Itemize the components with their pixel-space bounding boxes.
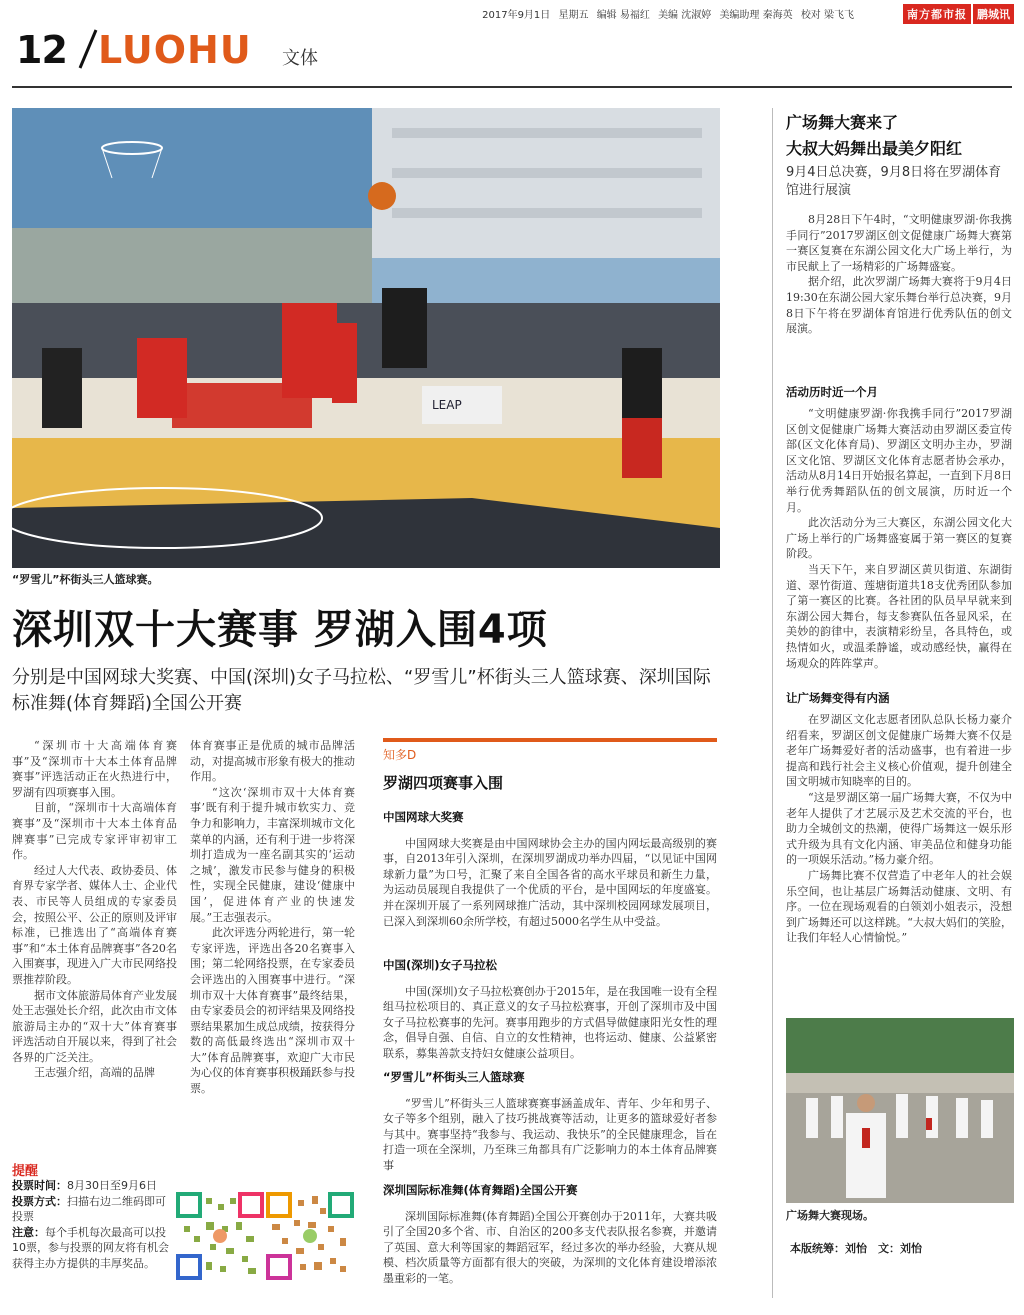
art-assistant: 美编助理 秦海英 (719, 10, 793, 21)
zhiduo-bar (383, 738, 717, 742)
zhiduo-item-heading: 中国网球大奖赛 (383, 810, 464, 824)
paragraph: 8月28日下午4时，“文明健康罗湖·你我携手同行”2017罗湖区创文促健康广场舞大赛第一赛区复赛在东湖公园文化大广场上举行，为市民献上了一场精彩的广场舞盛宴。 (786, 213, 1012, 273)
paragraph: 在罗湖区文化志愿者团队总队长杨力豪介绍看来，罗湖区创文促健康广场舞大赛不仅是老年广场舞爱好者的活动盛事，也有着进一步提高和践行社会主义核心价值观，提升创建全国文明城市知晓率的目的。 (786, 713, 1012, 789)
art-editor: 美编 沈淑婷 (658, 10, 712, 21)
slash-divider (74, 24, 100, 72)
paragraph: “这次‘深圳市双十大体育赛事’既有利于提升城市软实力、竞争力和影响力，丰富深圳城市文化菜单的内涵，还有利于进一步将深圳打造成为一座名副其实的‘运动之城’，激发市民参与健身的积极性，实现全民健康，建设‘健康中国’，促进体育产业的快速发展。”王志强表示。 (190, 785, 355, 924)
weekday: 星期五 (558, 10, 589, 21)
zhiduo-item-marathon (383, 958, 717, 1062)
page-meta (477, 6, 854, 21)
paragraph: 据介绍，此次罗湖广场舞大赛将于9月4日19:30在东湖公园大家乐舞台举行总决赛，9月8日下午将在罗湖体育馆进行优秀队伍的创文展演。 (786, 275, 1012, 336)
right-subhead-2: 让广场舞变得有内涵 (786, 691, 890, 705)
vote-time-label: 投票时间： (12, 1179, 67, 1192)
zhiduo-item-basketball (383, 1070, 717, 1174)
paragraph: 此次评选分两轮进行，第一轮专家评选，评选出各20名赛事入围；第二轮网络投票，在专家委员会评选出的入围赛事中进行。“深圳市双十大体育赛事”最终结果，由专家委员会的初评结果及网络投票结果累加生成总成绩，按获得分数的高低最终选出“深圳市双十大”体育品牌赛事，欢迎广大市民为心仪的体育赛事积极踊跃参与投票。 (190, 926, 355, 1096)
reminder-label: 提醒 (12, 1164, 39, 1179)
right-subhead-1: 活动历时近一个月 (786, 385, 878, 399)
note-label: 注意： (12, 1225, 45, 1239)
article-column-1 (12, 738, 177, 1081)
paragraph: “深圳市十大高端体育赛事”及“深圳市十大本土体育品牌赛事”评选活动正在火热进行中，罗湖有四项赛事入围。 (12, 739, 177, 799)
zhiduo-item-dance (383, 1183, 717, 1287)
square-dance-scene (786, 1018, 1014, 1203)
right-section-2 (786, 712, 1012, 946)
proofreader: 校对 梁飞飞 (800, 10, 854, 21)
vote-info (12, 1178, 172, 1271)
paragraph: “这是罗湖区第一届广场舞大赛，不仅为中老年人提供了才艺展示及艺术交流的平台，也助力全城创文的热潮，使得广场舞这一娱乐形式升级为具有文化内涵、审美品位和健身功能的一项娱乐活动。”杨力豪介绍。 (786, 790, 1012, 867)
paragraph: 广场舞比赛不仅营造了中老年人的社会娱乐空间，也让基层广场舞活动健康、文明、有序。一位在现场观看的白领刘小姐表示，没想到广场舞还可以这样跳。“大叔大妈们的笑脸，让我们年轻人心情愉悦。” (786, 868, 1012, 945)
section-sub: 文体 (282, 48, 318, 69)
zhiduo-title: 罗湖四项赛事入围 (383, 774, 504, 792)
zhiduo-item-text: “罗雪儿”杯街头三人篮球赛赛事涵盖成年、青年、少年和男子、女子等多个组别，融入了技巧挑战赛等活动，让更多的篮球爱好者参与其中。赛事坚持“我参与、我运动、我快乐”的全民健康理念，旨在打造一项在全深圳，乃至珠三角都具有广泛影响力的本土体育品牌赛事 (383, 1096, 717, 1172)
paper-logo (903, 4, 1014, 24)
paragraph: 王志强介绍，高端的品牌 (34, 1066, 155, 1080)
zhiduo-item-heading: 深圳国际标准舞(体育舞蹈)全国公开赛 (383, 1183, 578, 1197)
banner-leap: LEAP (432, 398, 462, 412)
photo-caption: “罗雪儿”杯街头三人篮球赛。 (12, 573, 159, 586)
zhiduo-tag: 知多D (383, 748, 417, 762)
right-intro (786, 212, 1012, 337)
right-article-subtitle: 9月4日总决赛，9月8日将在罗湖体育馆进行展演 (786, 165, 1002, 198)
zhiduo-item-text: 中国网球大奖赛是由中国网球协会主办的国内网坛最高级别的赛事，自2013年引入深圳，在深圳罗湖成功举办四届，“以见证中国网球新力量”为口号，汇聚了来自全国各省的高水平球员和新生力量，为运动员展现自我提供了一个优质的平台，是中国网坛的年度盛宴。并在深圳开展了一系列网球推广活动，其中深圳校园网球发展项目，已深入到深圳60余所学校，有超过5000名学生从中受益。 (383, 836, 717, 928)
paragraph: “文明健康罗湖·你我携手同行”2017罗湖区创文促健康广场舞大赛活动由罗湖区委宣传部(区文化体育局)、罗湖区文明办主办，罗湖区文化馆、罗湖区文化体育志愿者协会承办，活动从8月14日开始报名算起，一直到下月8日举行优秀舞蹈队伍的创文展演，历时近一个月。 (786, 407, 1012, 514)
paragraph: 体育赛事正是优质的城市品牌活动，对提高城市形象有极大的推动作用。 (190, 739, 355, 784)
vote-method: 扫描右边二维码即可投票 (12, 1194, 166, 1223)
paragraph: 据市文体旅游局体育产业发展处王志强处长介绍，此次由市文体旅游局主办的“双十大”体育赛事评选活动自开展以来，得到了社会各界的广泛关注。 (12, 988, 177, 1064)
headline: 深圳双十大赛事 罗湖入围4项 (12, 607, 548, 653)
paragraph: 经过人大代表、政协委员、体育界专家学者、媒体人士、企业代表、市民等人员组成的专家委员会，按照公平、公正的原则及评审标准，已推选出了“高端体育赛事”和“本土体育品牌赛事”各20名入围赛事，现进入广大市民网络投票推荐阶段。 (12, 863, 177, 986)
right-title-line2: 大叔大妈舞出最美夕阳红 (786, 139, 963, 158)
basketball-photo (12, 108, 720, 568)
column-divider (772, 108, 773, 1298)
right-photo-caption: 广场舞大赛现场。 (786, 1209, 874, 1222)
page-number: 12 (16, 28, 67, 72)
square-dance-photo (786, 1018, 1014, 1203)
header-rule (12, 86, 1012, 88)
zhiduo-item-tennis (383, 810, 717, 929)
qr-code-2[interactable] (266, 1192, 354, 1280)
edition-name: 鹏城讯 (973, 4, 1014, 24)
basketball-scene (12, 108, 720, 568)
paragraph: 目前，“深圳市十大高端体育赛事”及“深圳市十大本土体育品牌赛事”已完成专家评审初审工作。 (12, 801, 177, 862)
vote-time: 8月30日至9月6日 (67, 1179, 157, 1192)
paragraph: 此次活动分为三大赛区，东湖公园文化大广场上举行的广场舞盛宴属于第一赛区的复赛阶段。 (786, 516, 1012, 561)
date: 2017年9月1日 (482, 10, 551, 21)
page-credit: 本版统筹：刘怡 文：刘怡 (790, 1242, 922, 1255)
right-section-1 (786, 406, 1012, 671)
vote-method-label: 投票方式： (12, 1194, 67, 1208)
zhiduo-item-text: 深圳国际标准舞(体育舞蹈)全国公开赛创办于2011年，大赛共吸引了全国20多个省、市、自治区的200多支代表队报名参赛，并邀请了英国、意大利等国家的舞蹈冠军，经过多次的举办经验，大赛从规模、档次质量等方面都有很大的突破，为深圳的文化体育建设增添浓墨重彩的一笔。 (383, 1209, 717, 1285)
note: 每个手机每次最高可以投10票，参与投票的网友将有机会获得主办方提供的丰厚奖品。 (12, 1225, 169, 1270)
paragraph: 当天下午，来自罗湖区黄贝街道、东湖街道、翠竹街道、莲塘街道共18支优秀团队参加了第一赛区的比赛。各社团的队员早早就来到东湖公园大舞台，每支参赛队伍各显风采，在美妙的韵律中，表演精彩纷呈，各具特色，或热情如火，或温柔静谧，或动感经快，赢得在场观众的阵阵掌声。 (786, 562, 1012, 670)
zhiduo-item-text: 中国(深圳)女子马拉松赛创办于2015年，是在我国唯一设有全程组马拉松项目的、真正意义的女子马拉松赛事，开创了深圳市及中国女子马拉松赛事的先河。赛事用跑步的方式倡导做健康阳光女性的理念，倡导自强、自信、自立的女性精神，也将运动、健康、公益紧密联系，募集善款支持妇女健康公益项目。 (383, 984, 717, 1060)
deck: 分别是中国网球大奖赛、中国(深圳)女子马拉松、“罗雪儿”杯街头三人篮球赛、深圳国际标准舞(体育舞蹈)全国公开赛 (12, 667, 711, 714)
paper-name: 南方都市报 (903, 4, 971, 24)
zhiduo-item-heading: 中国(深圳)女子马拉松 (383, 958, 498, 972)
right-article-title (786, 110, 962, 162)
right-title-line1: 广场舞大赛来了 (786, 113, 899, 132)
editor: 编辑 易福红 (596, 10, 650, 21)
qr-code-1[interactable] (176, 1192, 264, 1280)
article-column-2 (190, 738, 355, 1097)
section-name: LUOHU (98, 28, 252, 72)
zhiduo-item-heading: “罗雪儿”杯街头三人篮球赛 (383, 1070, 525, 1084)
